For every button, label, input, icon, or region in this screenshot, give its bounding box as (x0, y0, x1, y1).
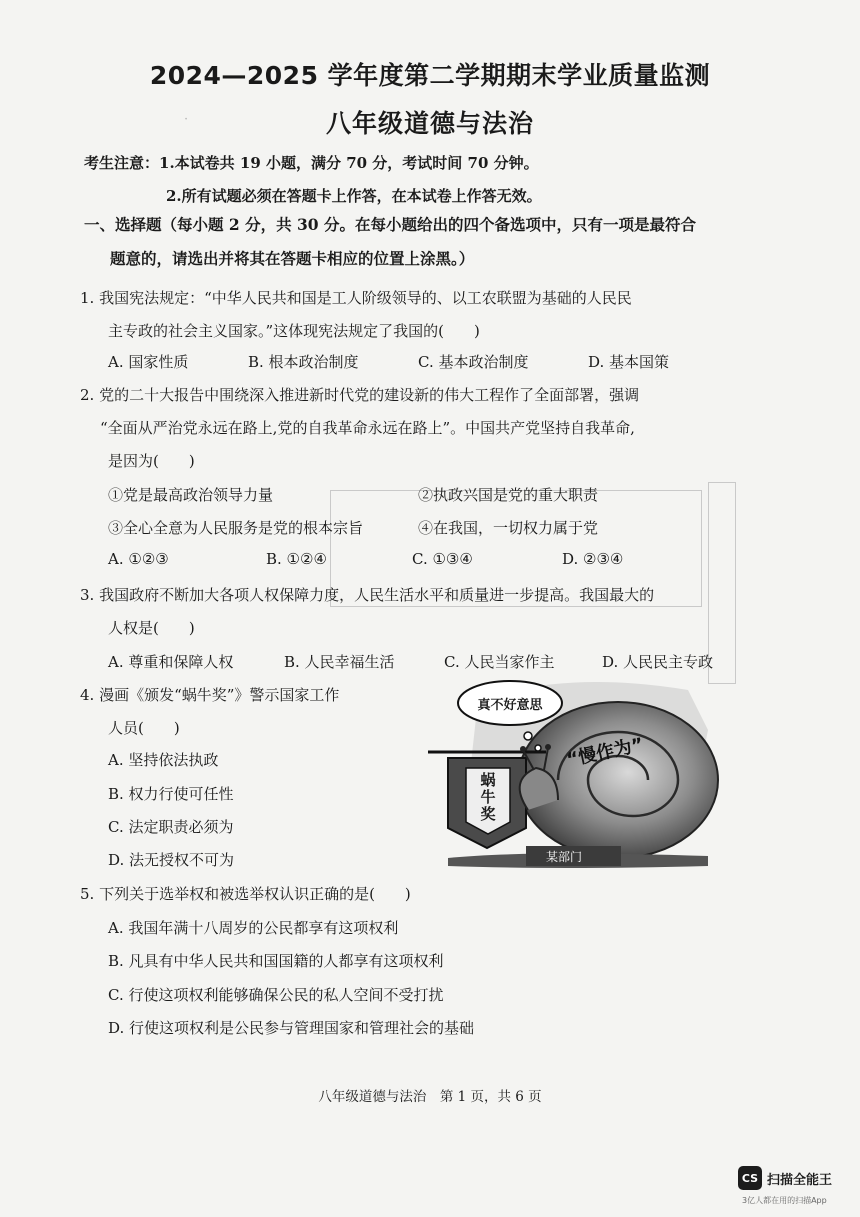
bleed-through-text: · (184, 112, 228, 127)
section-heading: 一、选择题（每小题 2 分，共 30 分。在每小题给出的四个备选项中，只有一项是最符合 (84, 215, 696, 234)
question-2-statement-3: ③全心全意为人民服务是党的根本宗旨 (108, 519, 364, 537)
scanner-watermark (738, 1166, 832, 1190)
cartoon-base-text: 某部门 (546, 850, 583, 864)
camscanner-logo-icon: CS (738, 1166, 762, 1190)
question-4-option-b: B. 权力行使可任性 (108, 785, 234, 803)
question-4-stem-line-2: 人员( ) (108, 719, 180, 737)
notice-line-1: 考生注意：1.本试卷共 19 小题，满分 70 分，考试时间 70 分钟。 (84, 154, 539, 172)
question-2-stem-line-3: 是因为( ) (108, 452, 195, 470)
cartoon-shell-text: “慢作为” (564, 734, 646, 771)
question-3-stem-line-2: 人权是( ) (108, 619, 195, 637)
question-5-option-b: B. 凡具有中华人民共和国国籍的人都享有这项权利 (108, 952, 444, 970)
exam-subject: 八年级道德与法治 (325, 109, 534, 138)
question-2-option-b: B. ①②④ (266, 550, 327, 568)
snail-eye (520, 746, 526, 752)
snail-award-cartoon (408, 660, 728, 875)
question-4-option-a: A. 坚持依法执政 (108, 751, 219, 769)
question-5-stem: 5. 下列关于选举权和被选举权认识正确的是( ) (80, 885, 411, 903)
speech-bubble-dot (535, 745, 541, 751)
question-5-option-a: A. 我国年满十八周岁的公民都享有这项权利 (108, 919, 399, 937)
question-2-stem-line-2: “全面从严治党永远在路上,党的自我革命永远在路上”。中国共产党坚持自我革命, (100, 419, 635, 437)
cartoon-speech-text: 真不好意思 (477, 698, 543, 713)
speech-bubble-dot (524, 732, 532, 740)
question-5-option-c: C. 行使这项权利能够确保公民的私人空间不受打扰 (108, 986, 444, 1004)
question-3-option-c: C. 人民当家作主 (444, 653, 555, 671)
watermark-app-name: 扫描全能王 (767, 1172, 833, 1188)
question-2-option-c: C. ①③④ (412, 550, 473, 568)
snail-eye (545, 744, 551, 750)
watermark-tagline: 3亿人都在用的扫描App (742, 1196, 827, 1205)
question-2-option-d: D. ②③④ (562, 550, 624, 568)
page-footer: 八年级道德与法治 第 1 页，共 6 页 (318, 1089, 542, 1105)
question-3-option-d: D. 人民民主专政 (602, 653, 714, 671)
notice-line-2: 2.所有试题必须在答题卡上作答，在本试卷上作答无效。 (166, 187, 542, 205)
exam-title: 2024—2025 学年度第二学期期末学业质量监测 (149, 61, 711, 90)
question-2-option-a: A. ①②③ (108, 550, 169, 568)
question-1-stem-line-1: 1. 我国宪法规定：“中华人民共和国是工人阶级领导的、以工农联盟为基础的人民民 (80, 289, 632, 307)
question-2-statement-1: ①党是最高政治领导力量 (108, 486, 274, 504)
question-4-stem-line-1: 4. 漫画《颁发“蜗牛奖”》警示国家工作 (80, 686, 340, 704)
question-4-option-d: D. 法无授权不可为 (108, 851, 235, 869)
question-3-stem-line-1: 3. 我国政府不断加大各项人权保障力度，人民生活水平和质量进一步提高。我国最大的 (80, 586, 655, 604)
cartoon-flag-text: 蜗牛奖 (480, 771, 496, 823)
question-3-option-b: B. 人民幸福生活 (284, 653, 395, 671)
question-1-option-b: B. 根本政治制度 (248, 353, 359, 371)
question-4-option-c: C. 法定职责必须为 (108, 818, 234, 836)
question-2-statement-4: ④在我国，一切权力属于党 (418, 519, 599, 537)
question-3-option-a: A. 尊重和保障人权 (108, 653, 234, 671)
question-1-option-a: A. 国家性质 (108, 353, 189, 371)
question-2-stem-line-1: 2. 党的二十大报告中围绕深入推进新时代党的建设新的伟大工程作了全面部署，强调 (80, 386, 640, 404)
question-1-stem-line-2: 主专政的社会主义国家。”这体现宪法规定了我国的( ) (108, 322, 480, 340)
question-5-option-d: D. 行使这项权利是公民参与管理国家和管理社会的基础 (108, 1019, 475, 1037)
question-2-statement-2: ②执政兴国是党的重大职责 (418, 486, 599, 504)
question-1-option-d: D. 基本国策 (588, 353, 670, 371)
question-1-option-c: C. 基本政治制度 (418, 353, 529, 371)
section-heading-continued: 题意的，请选出并将其在答题卡相应的位置上涂黑。） (110, 249, 475, 268)
